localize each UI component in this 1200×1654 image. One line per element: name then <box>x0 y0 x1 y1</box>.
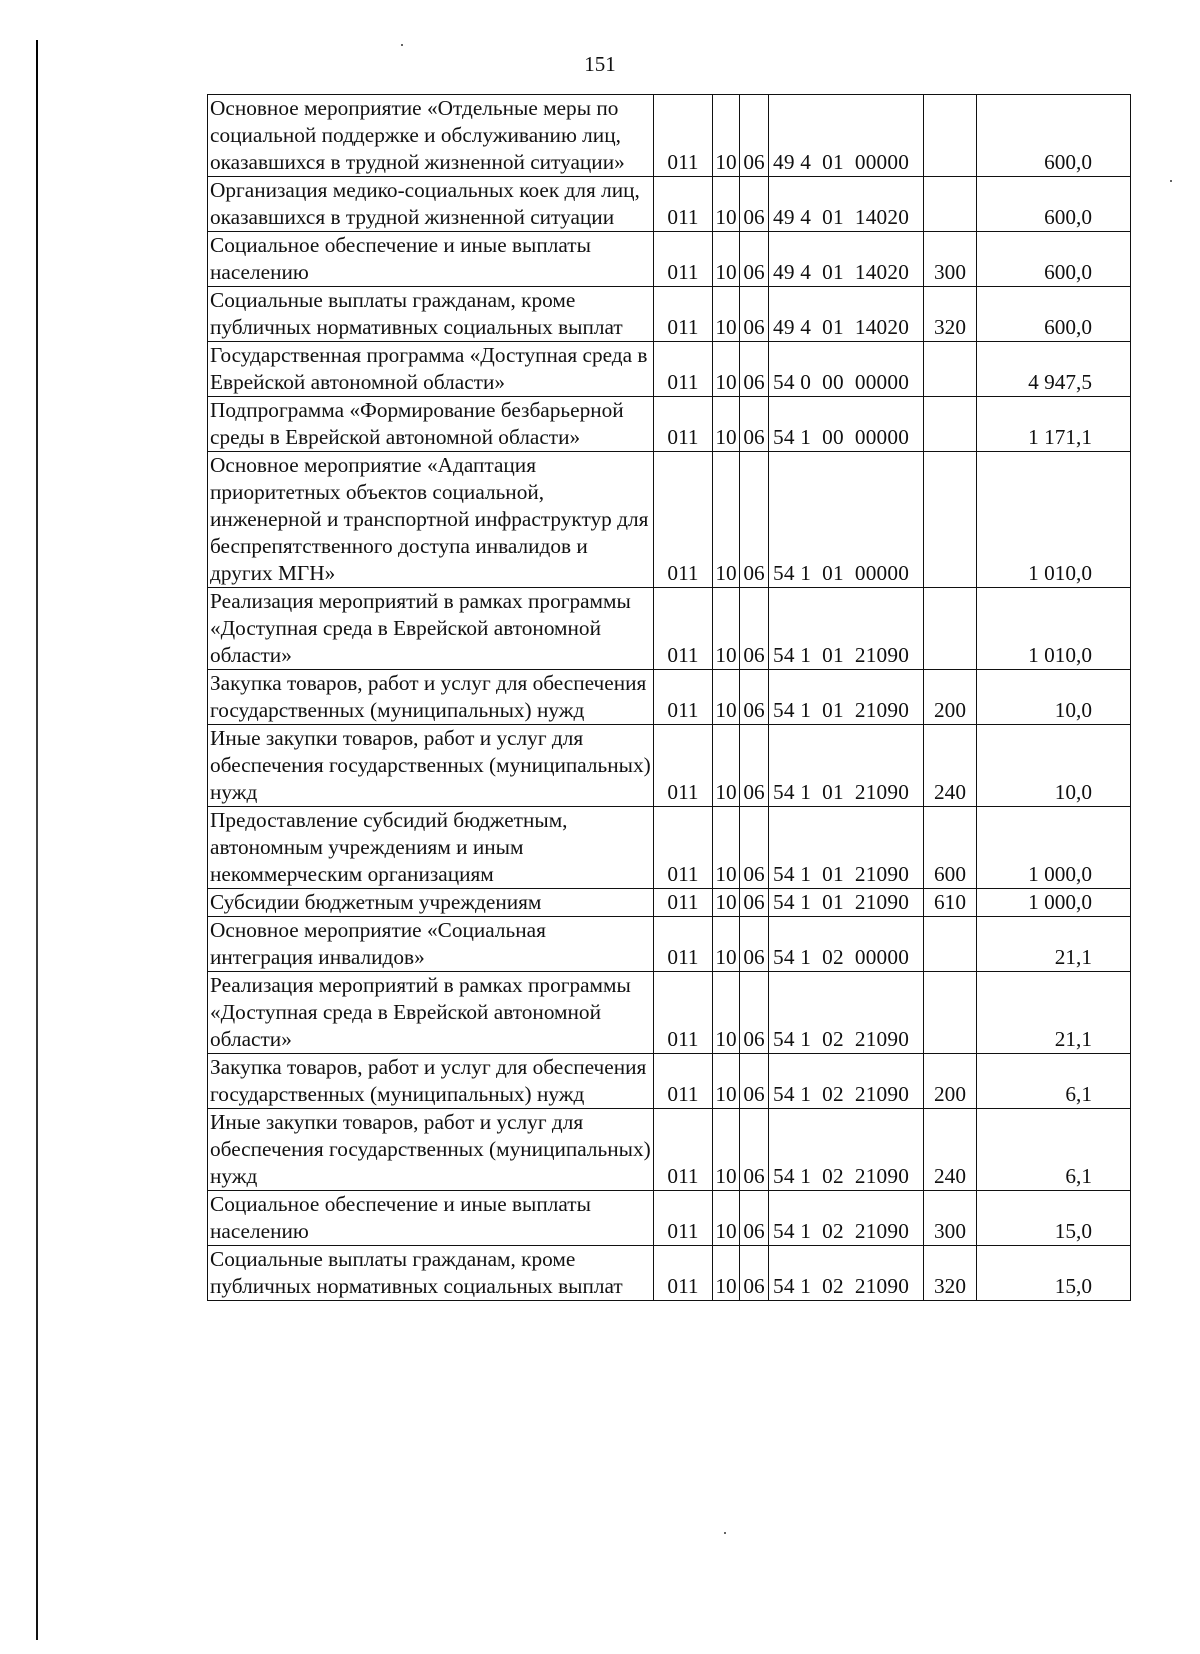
ministry-code: 011 <box>654 342 713 397</box>
table-row <box>208 1246 1131 1301</box>
table-row <box>208 670 1131 725</box>
ministry-code: 011 <box>654 1054 713 1109</box>
target-article-code: 49 4 01 14020 <box>769 232 924 287</box>
target-article-code: 54 0 00 00000 <box>769 342 924 397</box>
row-name: Предоставление субсидий бюджетным, автономным учреждениям и иным некоммерческим организациям <box>208 807 654 889</box>
row-name: Социальные выплаты гражданам, кроме публичных нормативных социальных выплат <box>208 287 654 342</box>
table-row <box>208 287 1131 342</box>
section-code: 10 <box>713 1246 740 1301</box>
expense-type-code: 320 <box>924 287 977 342</box>
section-code: 10 <box>713 177 740 232</box>
ministry-code: 011 <box>654 670 713 725</box>
ministry-code: 011 <box>654 917 713 972</box>
amount-value: 15,0 <box>977 1246 1131 1301</box>
subsection-code: 06 <box>740 670 769 725</box>
table-row <box>208 177 1131 232</box>
row-name: Социальное обеспечение и иные выплаты населению <box>208 232 654 287</box>
row-name: Иные закупки товаров, работ и услуг для обеспечения государственных (муниципальных) нужд <box>208 1109 654 1191</box>
page-number: 151 <box>584 52 616 76</box>
amount-value: 6,1 <box>977 1109 1131 1191</box>
expense-type-code <box>924 972 977 1054</box>
row-name: Государственная программа «Доступная среда в Еврейской автономной области» <box>208 342 654 397</box>
table-row <box>208 807 1131 889</box>
expense-type-code: 240 <box>924 725 977 807</box>
target-article-code: 54 1 02 21090 <box>769 1246 924 1301</box>
row-name: Закупка товаров, работ и услуг для обеспечения государственных (муниципальных) нужд <box>208 670 654 725</box>
scan-margin-line <box>36 40 38 1640</box>
row-name: Иные закупки товаров, работ и услуг для обеспечения государственных (муниципальных) нужд <box>208 725 654 807</box>
expense-type-code: 200 <box>924 670 977 725</box>
subsection-code: 06 <box>740 588 769 670</box>
expense-type-code: 300 <box>924 1191 977 1246</box>
section-code: 10 <box>713 889 740 917</box>
section-code: 10 <box>713 287 740 342</box>
table-row <box>208 342 1131 397</box>
amount-value: 600,0 <box>977 95 1131 177</box>
target-article-code: 54 1 02 21090 <box>769 1054 924 1109</box>
section-code: 10 <box>713 588 740 670</box>
table-row <box>208 588 1131 670</box>
subsection-code: 06 <box>740 1246 769 1301</box>
amount-value: 1 010,0 <box>977 452 1131 588</box>
budget-table <box>207 94 1131 1301</box>
section-code: 10 <box>713 972 740 1054</box>
table-row <box>208 397 1131 452</box>
subsection-code: 06 <box>740 889 769 917</box>
section-code: 10 <box>713 397 740 452</box>
ministry-code: 011 <box>654 177 713 232</box>
ministry-code: 011 <box>654 1109 713 1191</box>
subsection-code: 06 <box>740 177 769 232</box>
expense-type-code <box>924 95 977 177</box>
subsection-code: 06 <box>740 287 769 342</box>
ministry-code: 011 <box>654 807 713 889</box>
subsection-code: 06 <box>740 725 769 807</box>
row-name: Субсидии бюджетным учреждениям <box>208 889 654 917</box>
expense-type-code: 240 <box>924 1109 977 1191</box>
table-row <box>208 917 1131 972</box>
target-article-code: 54 1 01 00000 <box>769 452 924 588</box>
budget-table-body <box>208 95 1131 1301</box>
target-article-code: 54 1 01 21090 <box>769 725 924 807</box>
row-name: Подпрограмма «Формирование безбарьерной среды в Еврейской автономной области» <box>208 397 654 452</box>
row-name: Основное мероприятие «Социальная интеграция инвалидов» <box>208 917 654 972</box>
subsection-code: 06 <box>740 232 769 287</box>
table-row <box>208 725 1131 807</box>
row-name: Закупка товаров, работ и услуг для обеспечения государственных (муниципальных) нужд <box>208 1054 654 1109</box>
ministry-code: 011 <box>654 397 713 452</box>
ministry-code: 011 <box>654 725 713 807</box>
amount-value: 21,1 <box>977 917 1131 972</box>
ministry-code: 011 <box>654 1246 713 1301</box>
target-article-code: 54 1 02 00000 <box>769 917 924 972</box>
section-code: 10 <box>713 342 740 397</box>
table-row <box>208 1191 1131 1246</box>
expense-type-code <box>924 588 977 670</box>
scan-speck <box>1170 180 1172 182</box>
amount-value: 1 171,1 <box>977 397 1131 452</box>
amount-value: 600,0 <box>977 232 1131 287</box>
ministry-code: 011 <box>654 588 713 670</box>
target-article-code: 54 1 02 21090 <box>769 972 924 1054</box>
expense-type-code: 610 <box>924 889 977 917</box>
subsection-code: 06 <box>740 342 769 397</box>
target-article-code: 49 4 01 00000 <box>769 95 924 177</box>
subsection-code: 06 <box>740 807 769 889</box>
target-article-code: 54 1 01 21090 <box>769 670 924 725</box>
row-name: Реализация мероприятий в рамках программы «Доступная среда в Еврейской автономной области» <box>208 588 654 670</box>
row-name: Реализация мероприятий в рамках программы «Доступная среда в Еврейской автономной области» <box>208 972 654 1054</box>
target-article-code: 54 1 01 21090 <box>769 588 924 670</box>
expense-type-code <box>924 452 977 588</box>
ministry-code: 011 <box>654 95 713 177</box>
expense-type-code <box>924 397 977 452</box>
target-article-code: 54 1 02 21090 <box>769 1191 924 1246</box>
table-row <box>208 452 1131 588</box>
expense-type-code <box>924 917 977 972</box>
expense-type-code <box>924 177 977 232</box>
amount-value: 1 010,0 <box>977 588 1131 670</box>
subsection-code: 06 <box>740 452 769 588</box>
ministry-code: 011 <box>654 287 713 342</box>
section-code: 10 <box>713 232 740 287</box>
expense-type-code <box>924 342 977 397</box>
target-article-code: 54 1 01 21090 <box>769 807 924 889</box>
scan-speck <box>724 1532 726 1534</box>
row-name: Социальные выплаты гражданам, кроме публичных нормативных социальных выплат <box>208 1246 654 1301</box>
amount-value: 600,0 <box>977 177 1131 232</box>
subsection-code: 06 <box>740 397 769 452</box>
amount-value: 6,1 <box>977 1054 1131 1109</box>
section-code: 10 <box>713 725 740 807</box>
target-article-code: 54 1 02 21090 <box>769 1109 924 1191</box>
expense-type-code: 300 <box>924 232 977 287</box>
row-name: Организация медико-социальных коек для лиц, оказавшихся в трудной жизненной ситуации <box>208 177 654 232</box>
expense-type-code: 320 <box>924 1246 977 1301</box>
table-row <box>208 1054 1131 1109</box>
amount-value: 21,1 <box>977 972 1131 1054</box>
subsection-code: 06 <box>740 1054 769 1109</box>
subsection-code: 06 <box>740 95 769 177</box>
amount-value: 1 000,0 <box>977 807 1131 889</box>
table-row <box>208 95 1131 177</box>
amount-value: 15,0 <box>977 1191 1131 1246</box>
section-code: 10 <box>713 1109 740 1191</box>
amount-value: 600,0 <box>977 287 1131 342</box>
table-row <box>208 1109 1131 1191</box>
section-code: 10 <box>713 807 740 889</box>
amount-value: 10,0 <box>977 725 1131 807</box>
section-code: 10 <box>713 1054 740 1109</box>
ministry-code: 011 <box>654 232 713 287</box>
target-article-code: 49 4 01 14020 <box>769 287 924 342</box>
subsection-code: 06 <box>740 1191 769 1246</box>
amount-value: 4 947,5 <box>977 342 1131 397</box>
section-code: 10 <box>713 670 740 725</box>
subsection-code: 06 <box>740 1109 769 1191</box>
table-row <box>208 232 1131 287</box>
ministry-code: 011 <box>654 452 713 588</box>
amount-value: 10,0 <box>977 670 1131 725</box>
amount-value: 1 000,0 <box>977 889 1131 917</box>
section-code: 10 <box>713 452 740 588</box>
subsection-code: 06 <box>740 972 769 1054</box>
target-article-code: 54 1 00 00000 <box>769 397 924 452</box>
ministry-code: 011 <box>654 889 713 917</box>
target-article-code: 54 1 01 21090 <box>769 889 924 917</box>
ministry-code: 011 <box>654 972 713 1054</box>
section-code: 10 <box>713 95 740 177</box>
table-row <box>208 889 1131 917</box>
expense-type-code: 600 <box>924 807 977 889</box>
row-name: Социальное обеспечение и иные выплаты населению <box>208 1191 654 1246</box>
section-code: 10 <box>713 1191 740 1246</box>
expense-type-code: 200 <box>924 1054 977 1109</box>
ministry-code: 011 <box>654 1191 713 1246</box>
row-name: Основное мероприятие «Адаптация приоритетных объектов социальной, инженерной и транспортной инфраструктур для беспрепятственного доступа инвалидов и других МГН» <box>208 452 654 588</box>
row-name: Основное мероприятие «Отдельные меры по социальной поддержке и обслуживанию лиц, оказавшихся в трудной жизненной ситуации» <box>208 95 654 177</box>
subsection-code: 06 <box>740 917 769 972</box>
table-row <box>208 972 1131 1054</box>
section-code: 10 <box>713 917 740 972</box>
target-article-code: 49 4 01 14020 <box>769 177 924 232</box>
scan-speck <box>401 44 403 46</box>
